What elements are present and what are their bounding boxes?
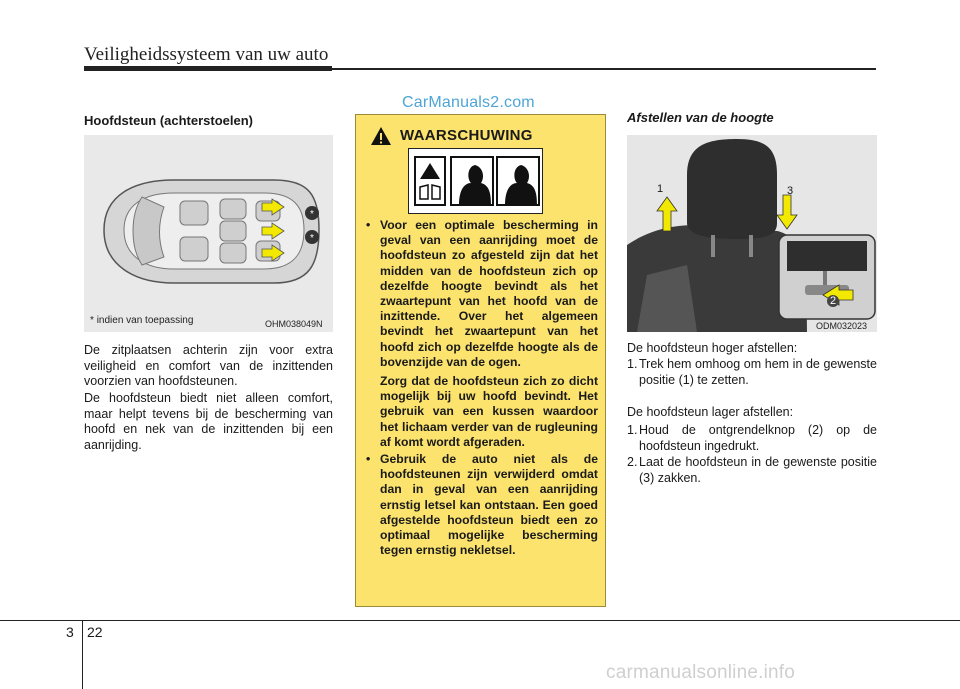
step-text: Houd de ontgrendelknop (2) op de hoofdsteun ingedrukt. <box>639 423 877 453</box>
footer-divider <box>82 621 83 689</box>
svg-text:*: * <box>310 233 314 244</box>
watermark-top[interactable]: CarManuals2.com <box>402 94 535 111</box>
step-number: 1. <box>627 423 638 437</box>
step-number: 2. <box>627 455 638 469</box>
figure-code: OHM038049N <box>265 319 323 329</box>
warning-box <box>355 114 606 607</box>
page-number: 22 <box>87 624 103 640</box>
car-top-view-illustration <box>84 135 333 332</box>
step-number: 1. <box>627 357 638 371</box>
warning-triangle-icon <box>370 126 392 146</box>
lower-step <box>627 423 877 454</box>
section-heading: Hoofdsteun (achterstoelen) <box>84 113 254 128</box>
raise-title: De hoofdsteun hoger afstellen: <box>627 341 798 355</box>
warning-title: WAARSCHUWING <box>400 127 533 144</box>
header-rule <box>84 68 876 70</box>
figure-note: indien van toepassing <box>96 315 194 326</box>
warning-pictogram <box>408 148 543 214</box>
figure-note-mark: * <box>90 315 94 326</box>
lower-title: De hoofdsteun lager afstellen: <box>627 405 794 419</box>
rear-seat-figure <box>84 135 333 332</box>
lower-step <box>627 455 877 486</box>
raise-step <box>627 357 877 388</box>
chapter-number: 3 <box>66 624 74 640</box>
intro-paragraph-1: De zitplaatsen achterin zijn voor extra veiligheid en comfort van de inzittenden voorzien van hoofdsteunen. <box>84 343 333 388</box>
figure-label-1: 1 <box>657 183 664 195</box>
headrest-adjust-illustration <box>627 135 877 332</box>
warning-item-text: Voor een optimale bescherming in geval van een aanrijding moet de hoofdsteun zo afgesteld zijn dat het midden van de hoofdsteun zich op dezelfde hoogte bevindt als het zwaartepunt van het hoofd van de inzittende. Over het algemeen bevindt het zwaartepunt van het hoofd zich op dezelfde hoogte als de bovenzijde van de ogen. <box>380 218 598 369</box>
step-text: Laat de hoofdsteun in de gewenste positie (3) zakken. <box>639 455 877 485</box>
footer-rule <box>0 620 960 621</box>
page-header-title: Veiligheidssysteem van uw auto <box>84 44 329 65</box>
figure-code: ODM032023 <box>816 321 868 331</box>
intro-paragraph-2: De hoofdsteun biedt niet alleen comfort, maar helpt tevens bij de bescherming van hoofd en nek van de inzittenden bij een aanrijding. <box>84 391 333 452</box>
warning-list <box>366 218 598 558</box>
figure-label-3: 3 <box>787 185 794 197</box>
watermark-bottom[interactable]: carmanualsonline.info <box>606 662 796 683</box>
svg-text:*: * <box>310 209 314 220</box>
step-text: Trek hem omhoog om hem in de gewenste positie (1) te zetten. <box>639 357 877 387</box>
warning-item-text: Gebruik de auto niet als de hoofdsteunen zijn verwijderd omdat dan in geval van een aanrijding ernstig letsel kan ontstaan. Een goed afgestelde hoofdsteun biedt een zo optimaal mogelijke bescherming tegen ernstig nekletsel. <box>380 452 598 558</box>
warning-item-sub: Zorg dat de hoofdsteun zich zo dicht mogelijk bij uw hoofd bevindt. Het gebruik van een kussen waardoor het lichaam verder van de rugleuning af komt wordt afgeraden. <box>380 374 598 449</box>
warning-item: • Gebruik de auto niet als de hoofdsteunen zijn verwijderd omdat dan in geval van een aanrijding ernstig letsel kan ontstaan. Een goed afgestelde hoofdsteun biedt een zo optimaal mogelijke bescherming tegen ernstig nekletsel. <box>366 452 598 558</box>
subsection-heading: Afstellen van de hoogte <box>627 110 774 125</box>
figure-label-2: 2 <box>827 295 839 307</box>
warning-item: • Voor een optimale bescherming in geval van een aanrijding moet de hoofdsteun zo afgesteld zijn dat het midden van de hoofdsteun zich op dezelfde hoogte bevindt als het zwaartepunt van het hoofd van de inzittende. Over het algemeen bevindt het zwaartepunt van het hoofd zich op dezelfde hoogte als de bovenzijde van de ogen. <box>366 218 598 369</box>
headrest-figure <box>627 135 877 332</box>
